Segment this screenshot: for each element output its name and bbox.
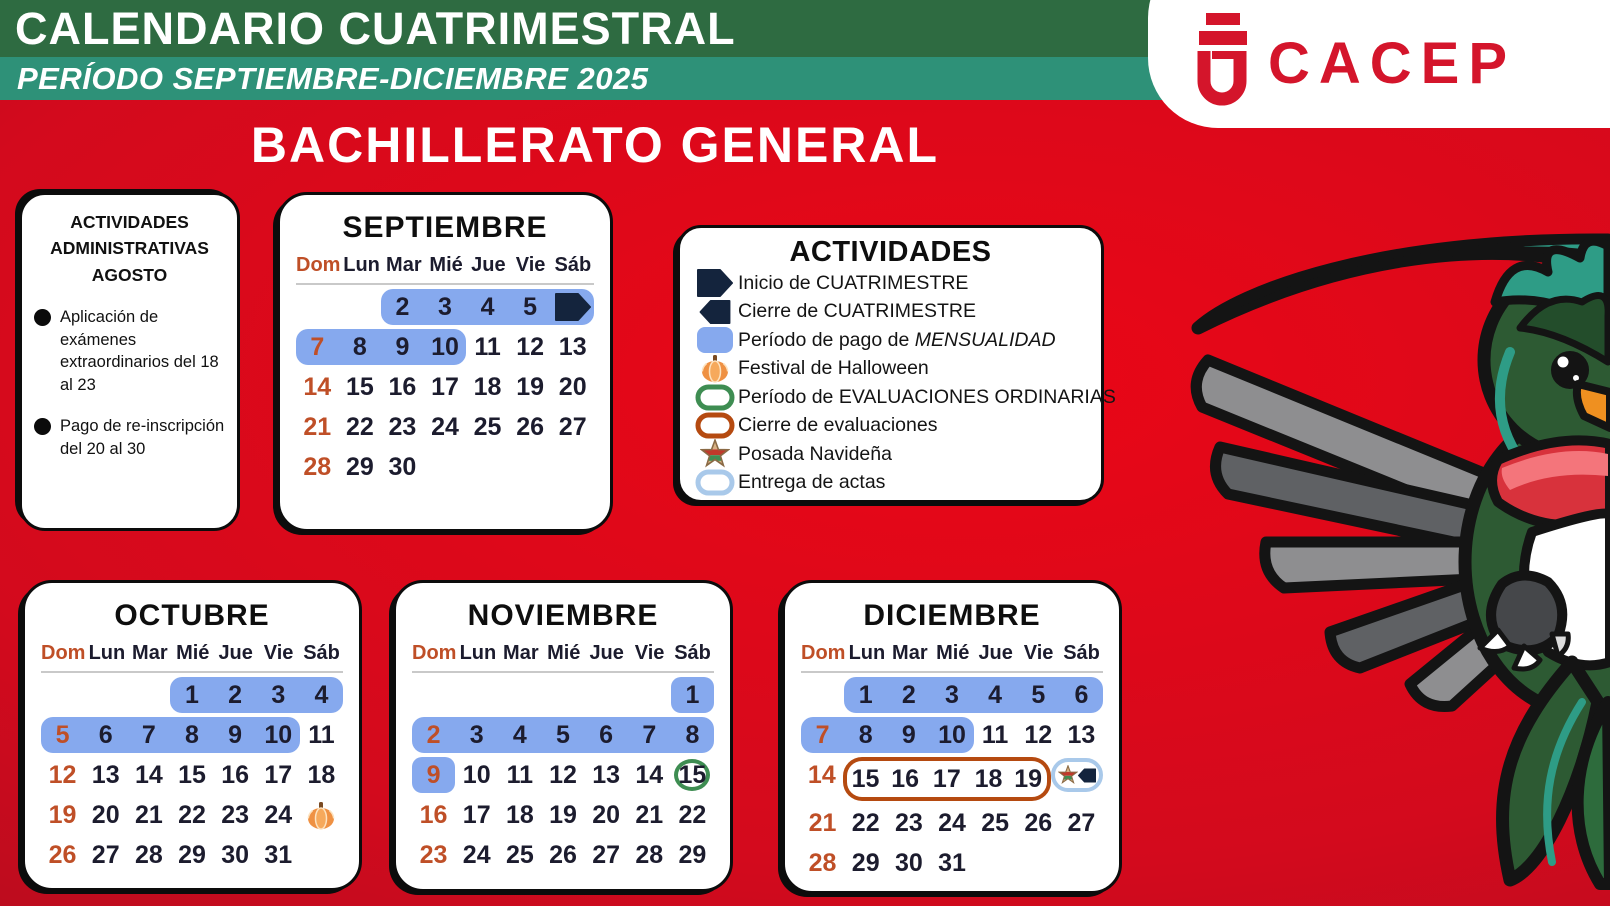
mensualidad-swatch-icon [692, 326, 738, 354]
calendar-week-row [41, 797, 343, 833]
day-cell: 29 [851, 848, 880, 877]
day-cell: 4 [974, 677, 1017, 713]
calendar-week-row [801, 677, 1103, 713]
weekday-label: Jue [471, 254, 506, 276]
weekday-separator [41, 671, 343, 673]
calendar-week-row [412, 757, 714, 793]
day-cell: 21 [134, 800, 163, 829]
weekday-label: Mar [386, 254, 422, 276]
legend-item-label: Posada Navideña [738, 442, 892, 465]
weekday-label: Lun [848, 642, 886, 664]
legend-item [692, 469, 1089, 498]
day-cell: 23 [388, 412, 417, 441]
day-cell [1060, 845, 1103, 881]
day-cell: 27 [592, 840, 621, 869]
day-cell: 19 [1009, 757, 1051, 801]
weekday-label: Mar [503, 642, 539, 664]
day-cell: 16 [884, 757, 926, 801]
day-cell: 25 [505, 840, 534, 869]
weekday-separator [296, 283, 594, 285]
day-cell: 30 [388, 452, 417, 481]
program-title: BACHILLERATO GENERAL [250, 117, 940, 173]
bullet-icon [34, 309, 51, 326]
day-cell: 23 [419, 840, 448, 869]
day-cell: 5 [509, 289, 552, 325]
day-cell: 1 [844, 677, 887, 713]
weekday-label: Vie [263, 642, 294, 664]
day-cell: 12 [516, 332, 545, 361]
legend-item-label: Cierre de CUATRIMESTRE [738, 300, 977, 323]
day-cell: 8 [339, 329, 382, 365]
weekday-label: Lun [343, 254, 380, 276]
day-cell: 8 [844, 717, 887, 753]
calendar-week-row [412, 837, 714, 873]
day-cell: 13 [91, 760, 120, 789]
day-cell: 11 [506, 760, 534, 789]
legend-item-label: Entrega de actas [738, 471, 886, 494]
mascot-quetzal-illustration [1180, 232, 1610, 892]
day-cell: 8 [671, 717, 714, 753]
day-cell: 2 [887, 677, 930, 713]
day-cell [628, 677, 671, 713]
calendar-septiembre-card [277, 192, 613, 532]
day-cell [127, 677, 170, 713]
weekday-header-row [41, 642, 343, 665]
day-cell: 15 [843, 757, 885, 801]
day-cell: 31 [938, 848, 966, 877]
weekday-label: Mar [132, 642, 168, 664]
evaluaciones-ring-mark: 15 [674, 759, 710, 791]
actas-ring-icon [692, 469, 738, 496]
day-cell: 17 [462, 800, 491, 829]
day-cell [1017, 845, 1060, 881]
weekday-label: Mié [176, 642, 210, 664]
admin-item: Aplicación de exámenes extraordinarios del 18 al 23 [34, 306, 225, 397]
day-cell: 27 [1067, 808, 1096, 837]
admin-activities-card [19, 192, 240, 531]
day-cell: 28 [303, 452, 332, 481]
weekday-label: Lun [459, 642, 497, 664]
day-cell: 6 [84, 717, 127, 753]
day-cell: 29 [345, 452, 374, 481]
day-cell: 27 [558, 412, 587, 441]
day-cell [296, 289, 339, 325]
brand-wordmark: CACEP [1268, 30, 1517, 96]
day-cell: 4 [498, 717, 541, 753]
day-cell: 1 [671, 677, 714, 713]
day-cell [1051, 757, 1103, 793]
day-cell [412, 677, 455, 713]
evaluaciones-ring-icon [692, 384, 738, 411]
weekday-label: Dom [801, 642, 846, 664]
day-cell: 23 [894, 808, 923, 837]
day-cell: 2 [381, 289, 424, 325]
weekday-label: Sáb [554, 254, 592, 276]
day-cell: 31 [264, 840, 293, 869]
month-title: SEPTIEMBRE [342, 211, 548, 244]
day-cell: 25 [981, 808, 1010, 837]
weekday-separator [412, 671, 714, 673]
calendar-week-row [801, 845, 1103, 881]
day-cell [509, 449, 552, 485]
month-title: DICIEMBRE [863, 599, 1041, 632]
day-cell: 19 [48, 800, 77, 829]
calendar-week-row [41, 677, 343, 713]
calendar-week-row [41, 717, 343, 753]
legend-item-label: Inicio de CUATRIMESTRE [738, 271, 969, 294]
day-cell: 10 [930, 717, 973, 753]
day-cell: 16 [419, 800, 448, 829]
day-cell: 6 [585, 717, 628, 753]
day-cell [801, 677, 844, 713]
month-title: OCTUBRE [114, 599, 270, 632]
day-cell: 12 [48, 760, 77, 789]
day-cell [585, 677, 628, 713]
day-cell: 20 [592, 800, 621, 829]
calendar-week-row [296, 289, 594, 325]
day-cell: 1 [170, 677, 213, 713]
day-cell: 22 [851, 808, 880, 837]
day-cell: 18 [307, 760, 336, 789]
legend-item [692, 269, 1089, 298]
day-cell [455, 677, 498, 713]
day-cell: 10 [257, 717, 300, 753]
calendar-week-row [801, 805, 1103, 841]
brand-monogram-icon [1186, 11, 1258, 116]
day-cell: 14 [807, 760, 836, 789]
weekday-label: Mié [547, 642, 581, 664]
page-subtitle: PERÍODO SEPTIEMBRE-DICIEMBRE 2025 [17, 61, 649, 96]
day-cell: 22 [178, 800, 206, 829]
day-cell: 7 [296, 329, 339, 365]
weekday-label: Sáb [674, 642, 711, 664]
day-cell: 4 [466, 289, 509, 325]
day-cell: 18 [505, 800, 534, 829]
day-cell: 17 [926, 757, 968, 801]
day-cell [671, 757, 714, 793]
day-cell: 29 [678, 840, 707, 869]
day-cell [339, 289, 382, 325]
day-cell: 6 [1060, 677, 1103, 713]
day-cell: 11 [981, 720, 1009, 749]
day-cell: 24 [938, 808, 966, 837]
weekday-label: Mié [936, 642, 970, 664]
legend-card [677, 225, 1116, 503]
weekday-separator [801, 671, 1103, 673]
legend-item [692, 440, 1089, 469]
weekday-label: Dom [41, 642, 86, 664]
day-cell: 17 [264, 760, 293, 789]
day-cell: 26 [48, 840, 77, 869]
day-cell: 7 [127, 717, 170, 753]
calendar-week-row [801, 717, 1103, 753]
day-cell: 26 [516, 412, 545, 441]
page-title: CALENDARIO CUATRIMESTRAL [15, 3, 736, 54]
legend-item [692, 298, 1089, 327]
day-cell: 18 [473, 372, 502, 401]
day-cell: 21 [303, 412, 332, 441]
day-cell: 5 [541, 717, 584, 753]
weekday-header-row [801, 642, 1103, 665]
legend-item-label: Período de pago de MENSUALIDAD [738, 328, 1056, 351]
calendar-week-row [296, 369, 594, 405]
calendar-noviembre-card [393, 580, 733, 892]
day-cell: 30 [221, 840, 250, 869]
day-cell: 15 [345, 372, 374, 401]
day-cell: 17 [431, 372, 459, 401]
day-cell: 19 [549, 800, 577, 829]
calendar-week-row [412, 717, 714, 753]
admin-item: Pago de re-inscripción del 20 al 30 [34, 415, 225, 461]
admin-card-title: ACTIVIDADES ADMINISTRATIVAS AGOSTO [50, 212, 209, 285]
day-cell: 10 [424, 329, 467, 365]
pumpkin-icon [692, 354, 738, 383]
day-cell: 25 [473, 412, 502, 441]
calendar-week-row [296, 409, 594, 445]
day-cell: 24 [462, 840, 491, 869]
day-cell: 12 [549, 760, 577, 789]
day-cell: 28 [134, 840, 163, 869]
legend-title: ACTIVIDADES [789, 236, 992, 268]
day-cell [541, 677, 584, 713]
day-cell: 13 [1067, 720, 1096, 749]
cierre-eval-ring-icon [692, 412, 738, 439]
day-cell: 14 [303, 372, 332, 401]
calendar-octubre-card [22, 580, 362, 891]
weekday-label: Mar [892, 642, 928, 664]
legend-item [692, 326, 1089, 355]
day-cell: 5 [41, 717, 84, 753]
day-cell [551, 289, 594, 325]
calendar-week-row [296, 449, 594, 485]
pumpkin-icon [306, 801, 336, 830]
legend-item [692, 355, 1089, 384]
weekday-label: Mié [429, 254, 463, 276]
day-cell [551, 449, 594, 485]
day-cell: 3 [257, 677, 300, 713]
brand-logo [1148, 0, 1610, 128]
day-cell: 13 [558, 332, 587, 361]
weekday-label: Jue [218, 642, 253, 664]
day-cell: 8 [170, 717, 213, 753]
day-cell [424, 449, 467, 485]
day-cell: 11 [474, 332, 501, 361]
weekday-header-row [412, 642, 714, 665]
day-cell: 16 [221, 760, 250, 789]
day-cell: 22 [345, 412, 374, 441]
weekday-label: Vie [1023, 642, 1054, 664]
day-cell: 7 [801, 717, 844, 753]
day-cell: 23 [221, 800, 250, 829]
day-cell [466, 449, 509, 485]
day-cell: 24 [264, 800, 293, 829]
day-cell: 12 [1024, 720, 1053, 749]
day-cell: 24 [431, 412, 459, 441]
weekday-label: Jue [978, 642, 1013, 664]
calendar-week-row [412, 677, 714, 713]
calendar-week-row [41, 757, 343, 793]
calendar-week-row [412, 797, 714, 833]
weekday-label: Dom [412, 642, 457, 664]
day-cell: 9 [381, 329, 424, 365]
weekday-label: Vie [515, 254, 546, 276]
day-cell: 13 [592, 760, 621, 789]
day-cell [300, 797, 343, 833]
calendar-week-row [41, 837, 343, 873]
day-cell: 4 [300, 677, 343, 713]
day-cell: 20 [91, 800, 120, 829]
day-cell: 21 [808, 808, 837, 837]
weekday-label: Sáb [303, 642, 340, 664]
day-cell: 9 [214, 717, 257, 753]
legend-item-label: Período de EVALUACIONES ORDINARIAS [738, 385, 1116, 408]
weekday-label: Jue [589, 642, 624, 664]
day-cell: 10 [462, 760, 491, 789]
legend-item [692, 383, 1116, 412]
day-cell: 11 [308, 720, 335, 749]
day-cell: 7 [628, 717, 671, 753]
day-cell: 15 [178, 760, 206, 789]
day-cell: 28 [808, 848, 837, 877]
day-cell: 22 [678, 800, 707, 829]
day-cell: 2 [412, 717, 455, 753]
weekday-label: Sáb [1063, 642, 1100, 664]
actas-combo-icon [1051, 758, 1103, 792]
day-cell: 3 [930, 677, 973, 713]
day-cell [41, 677, 84, 713]
weekday-header-row [296, 254, 594, 277]
day-cell: 20 [558, 372, 587, 401]
calendar-week-row [296, 329, 594, 365]
day-cell: 30 [894, 848, 923, 877]
day-cell: 26 [549, 840, 577, 869]
day-cell: 18 [968, 757, 1010, 801]
weekday-label: Lun [88, 642, 126, 664]
day-cell: 19 [516, 372, 545, 401]
legend-item-label: Festival de Halloween [738, 357, 929, 380]
day-cell: 21 [635, 800, 664, 829]
day-cell [974, 845, 1017, 881]
day-cell: 2 [214, 677, 257, 713]
day-cell [300, 837, 343, 873]
day-cell [84, 677, 127, 713]
day-cell: 27 [91, 840, 120, 869]
legend-item [692, 412, 1089, 441]
day-cell: 5 [1017, 677, 1060, 713]
day-cell: 9 [887, 717, 930, 753]
day-cell: 3 [455, 717, 498, 753]
calendar-diciembre-card [782, 580, 1122, 894]
day-cell: 28 [635, 840, 664, 869]
day-cell: 16 [388, 372, 417, 401]
day-cell: 3 [424, 289, 467, 325]
month-title: NOVIEMBRE [467, 599, 659, 632]
day-cell: 29 [178, 840, 206, 869]
day-cell: 9 [412, 757, 455, 793]
weekday-label: Dom [296, 254, 341, 276]
inicio-flag-icon [692, 269, 738, 297]
inicio-flag-icon [555, 293, 591, 321]
legend-item-label: Cierre de evaluaciones [738, 414, 938, 437]
day-cell: 14 [635, 760, 664, 789]
day-cell: 26 [1024, 808, 1053, 837]
pinata-icon [692, 439, 738, 469]
day-cell [498, 677, 541, 713]
cierre-flag-icon [692, 300, 738, 324]
day-cell: 14 [134, 760, 163, 789]
calendar-week-row [801, 757, 1103, 801]
weekday-label: Vie [634, 642, 665, 664]
bullet-icon [34, 418, 51, 435]
